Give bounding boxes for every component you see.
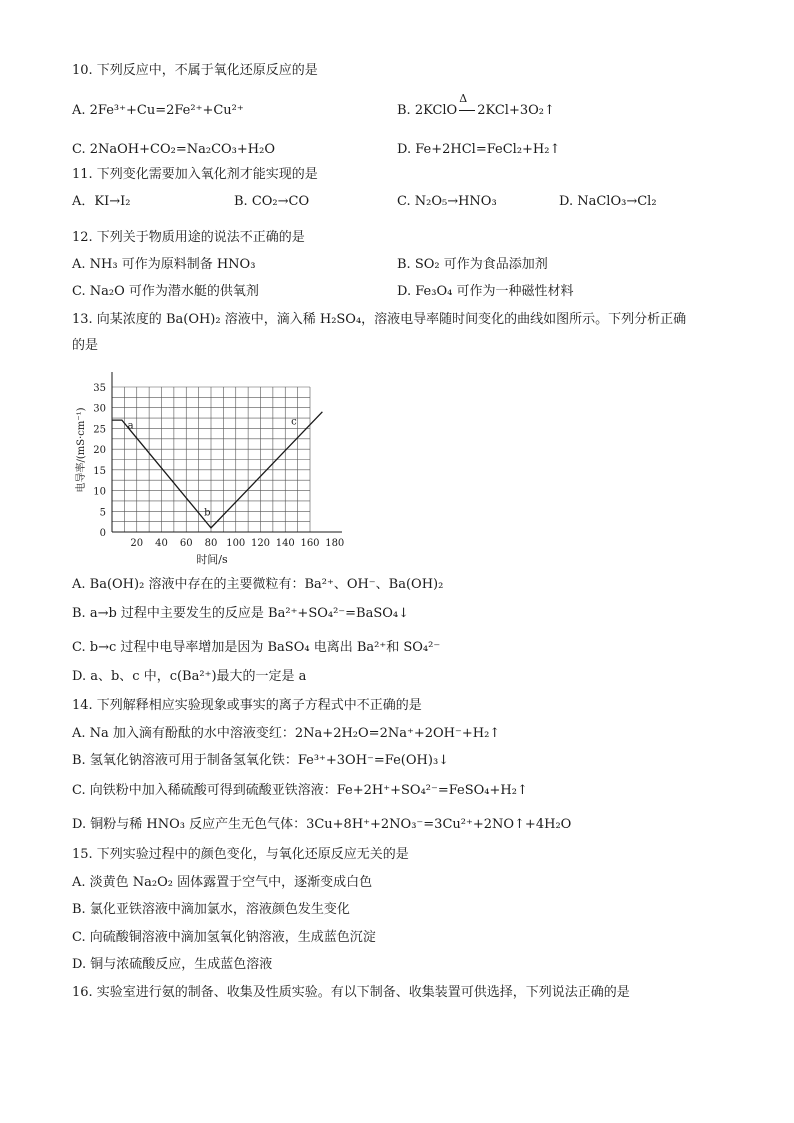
chart-axes — [112, 372, 342, 532]
point-label-a: a — [127, 420, 134, 432]
q10-stem: 10. 下列反应中，不属于氧化还原反应的是 — [72, 63, 318, 78]
conductivity-chart-svg — [72, 360, 372, 570]
q12-option-c: C. Na₂O 可作为潜水艇的供氧剂 — [72, 284, 259, 299]
x-tick-label: 40 — [155, 538, 168, 549]
x-tick-label: 80 — [204, 538, 218, 549]
q12-option-a: A. NH₃ 可作为原料制备 HNO₃ — [72, 257, 256, 272]
q10-option-b — [397, 92, 555, 120]
chart-point-labels — [128, 416, 298, 518]
conductivity-chart — [72, 360, 372, 570]
x-tick-label: 20 — [130, 538, 144, 549]
x-tick-label: 160 — [300, 538, 320, 549]
x-tick-label: 100 — [226, 538, 246, 549]
x-tick-label: 60 — [179, 538, 193, 549]
q13-option-b: B. a→b 过程中主要发生的反应是 Ba²⁺+SO₄²⁻=BaSO₄↓ — [72, 606, 410, 621]
y-tick-label: 0 — [99, 528, 106, 539]
q15-option-d: D. 铜与浓硫酸反应，生成蓝色溶液 — [72, 957, 273, 972]
q14-option-c: C. 向铁粉中加入稀硫酸可得到硫酸亚铁溶液：Fe+2H⁺+SO₄²⁻=FeSO₄+H₂↑ — [72, 783, 528, 798]
q11-option-d: D. NaClO₃→Cl₂ — [559, 194, 657, 209]
q13-stem-line2: 的是 — [72, 338, 99, 353]
q14-stem: 14. 下列解释相应实验现象或事实的离子方程式中不正确的是 — [72, 698, 422, 713]
q15-stem: 15. 下列实验过程中的颜色变化，与氧化还原反应无关的是 — [72, 847, 409, 862]
y-tick-label: 30 — [93, 403, 106, 415]
q14-option-d: D. 铜粉与稀 HNO₃ 反应产生无色气体：3Cu+8H⁺+2NO₃⁻=3Cu²⁺+2NO↑+4H₂O — [72, 817, 572, 832]
y-tick-label: 20 — [93, 445, 106, 457]
q12-option-d: D. Fe₃O₄ 可作为一种磁性材料 — [397, 284, 574, 299]
y-tick-label: 35 — [93, 383, 106, 394]
q11-option-a: A．KI→I₂ — [72, 194, 131, 209]
q16-stem: 16. 实验室进行氨的制备、收集及性质实验。有以下制备、收集装置可供选择，下列说法正确的是 — [72, 985, 630, 1000]
x-axis-label: 时间/s — [196, 553, 228, 566]
y-tick-label: 25 — [93, 424, 106, 436]
q11-stem: 11. 下列变化需要加入氧化剂才能实现的是 — [72, 167, 318, 182]
q15-option-b: B. 氯化亚铁溶液中滴加氯水，溶液颜色发生变化 — [72, 902, 350, 917]
point-label-c: c — [291, 416, 297, 428]
q15-option-c: C. 向硫酸铜溶液中滴加氢氧化钠溶液，生成蓝色沉淀 — [72, 930, 376, 945]
q10-option-c: C. 2NaOH+CO₂=Na₂CO₃+H₂O — [72, 142, 275, 157]
q12-option-b: B. SO₂ 可作为食品添加剂 — [397, 257, 548, 272]
chart-grid — [112, 387, 310, 532]
x-tick-label: 120 — [250, 538, 271, 549]
y-axis-label: 电导率/(mS·cm⁻¹) — [76, 407, 87, 493]
q15-option-a: A. 淡黄色 Na₂O₂ 固体露置于空气中，逐渐变成白色 — [72, 875, 373, 890]
q10-option-a: A. 2Fe³⁺+Cu=2Fe²⁺+Cu²⁺ — [72, 103, 244, 118]
q13-option-c: C. b→c 过程中电导率增加是因为 BaSO₄ 电离出 Ba²⁺和 SO₄²⁻ — [72, 640, 441, 655]
q11-option-b: B. CO₂→CO — [234, 194, 310, 209]
y-tick-label: 10 — [93, 486, 106, 498]
q10-option-d: D. Fe+2HCl=FeCl₂+H₂↑ — [397, 142, 561, 157]
q13-option-d: D. a、b、c 中，c(Ba²⁺)最大的一定是 a — [72, 669, 307, 684]
q14-option-a: A. Na 加入滴有酚酞的水中溶液变红：2Na+2H₂O=2Na⁺+2OH⁻+H₂↑ — [72, 726, 501, 741]
x-tick-label: 180 — [325, 538, 345, 549]
x-tick-label: 140 — [275, 538, 295, 549]
q13-option-a: A. Ba(OH)₂ 溶液中存在的主要微粒有：Ba²⁺、OH⁻、Ba(OH)₂ — [72, 577, 444, 592]
point-label-b: b — [204, 507, 211, 519]
q10-option-b-rest: 2KCl+3O₂↑ — [477, 103, 555, 118]
y-tick-label: 15 — [93, 465, 106, 477]
q12-stem: 12. 下列关于物质用途的说法不正确的是 — [72, 230, 305, 245]
q13-stem-line1: 13. 向某浓度的 Ba(OH)₂ 溶液中，滴入稀 H₂SO₄，溶液电导率随时间变化的曲线如图所示。下列分析正确 — [72, 312, 687, 327]
q14-option-b: B. 氢氧化钠溶液可用于制备氢氧化铁：Fe³⁺+3OH⁻=Fe(OH)₃↓ — [72, 753, 450, 768]
q11-option-c: C. N₂O₅→HNO₃ — [397, 194, 497, 209]
y-tick-label: 5 — [99, 507, 106, 519]
heat-delta-symbol: Δ — [459, 92, 468, 105]
q10-option-b-prefix: B. 2KClO — [397, 103, 458, 118]
